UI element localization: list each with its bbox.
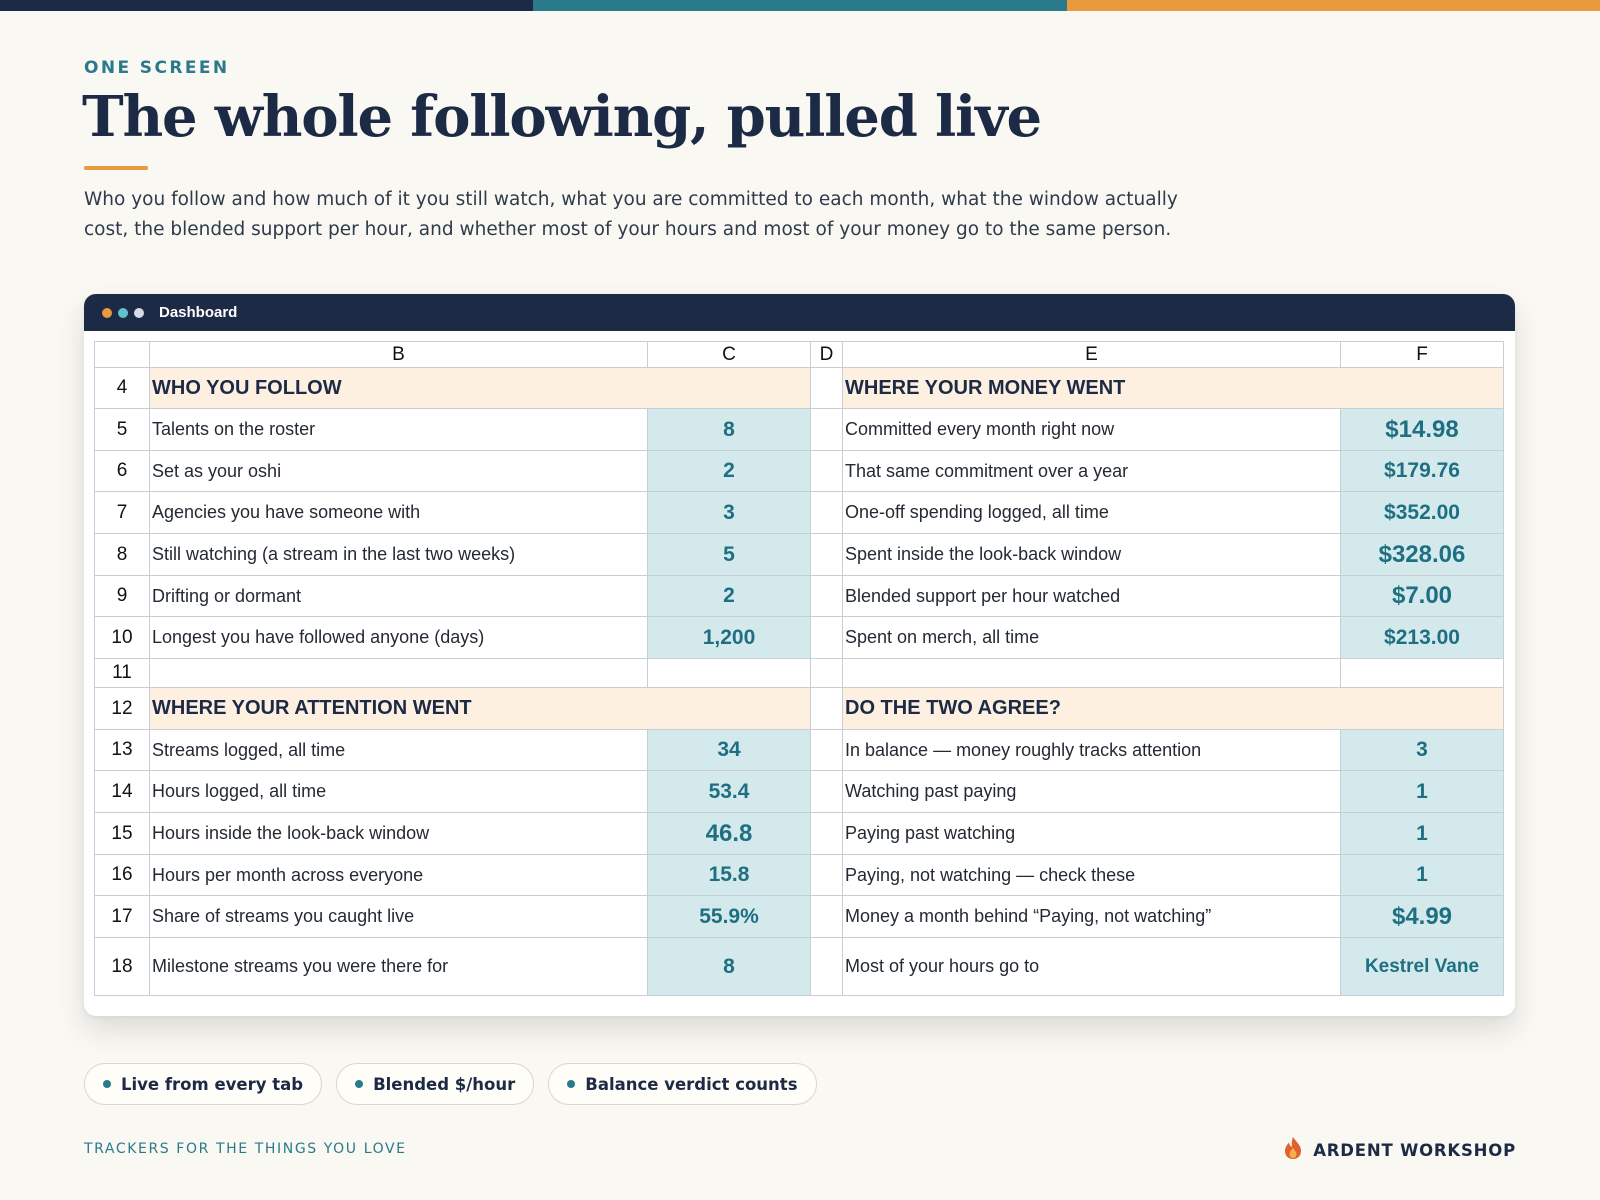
feature-pill bbox=[548, 1063, 816, 1105]
empty-cell[interactable] bbox=[648, 659, 811, 688]
metric-value[interactable]: 53.4 bbox=[648, 771, 811, 813]
section-fill-cell[interactable] bbox=[1341, 368, 1504, 409]
sheet-row-14 bbox=[95, 771, 1504, 813]
empty-cell[interactable] bbox=[1341, 659, 1504, 688]
column-header-c[interactable]: C bbox=[648, 342, 811, 368]
row-number[interactable]: 5 bbox=[95, 409, 150, 451]
metric-value[interactable]: 2 bbox=[648, 451, 811, 492]
pill-label: Blended $/hour bbox=[373, 1074, 516, 1094]
row-number[interactable]: 6 bbox=[95, 451, 150, 492]
section-title[interactable]: WHO YOU FOLLOW bbox=[150, 368, 648, 409]
spacer-cell[interactable] bbox=[811, 855, 843, 896]
column-header-row bbox=[95, 342, 1504, 368]
row-number[interactable]: 13 bbox=[95, 730, 150, 771]
sheet-row-6 bbox=[95, 451, 1504, 492]
metric-label[interactable]: Hours per month across everyone bbox=[150, 855, 648, 896]
row-number[interactable]: 14 bbox=[95, 771, 150, 813]
spacer-cell[interactable] bbox=[811, 938, 843, 996]
empty-cell[interactable] bbox=[150, 659, 648, 688]
metric-label[interactable]: Drifting or dormant bbox=[150, 576, 648, 617]
window-dot-orange bbox=[102, 308, 112, 318]
column-header-b[interactable]: B bbox=[150, 342, 648, 368]
spacer-cell[interactable] bbox=[811, 730, 843, 771]
spacer-cell[interactable] bbox=[811, 771, 843, 813]
row-number[interactable]: 7 bbox=[95, 492, 150, 534]
metric-label[interactable]: Milestone streams you were there for bbox=[150, 938, 648, 996]
sheet-row-15 bbox=[95, 813, 1504, 855]
row-number[interactable]: 11 bbox=[95, 659, 150, 688]
sheet-row-12 bbox=[95, 688, 1504, 730]
title-underline bbox=[84, 166, 148, 170]
spacer-cell[interactable] bbox=[811, 492, 843, 534]
page-title: The whole following, pulled live bbox=[82, 84, 1041, 150]
row-number[interactable]: 16 bbox=[95, 855, 150, 896]
metric-value[interactable]: 3 bbox=[1341, 730, 1504, 771]
spacer-cell[interactable] bbox=[811, 576, 843, 617]
metric-label[interactable]: Set as your oshi bbox=[150, 451, 648, 492]
sheet-row-18 bbox=[95, 938, 1504, 996]
metric-label[interactable]: That same commitment over a year bbox=[843, 451, 1341, 492]
feature-pill bbox=[336, 1063, 534, 1105]
section-title[interactable]: DO THE TWO AGREE? bbox=[843, 688, 1341, 730]
metric-value[interactable]: $213.00 bbox=[1341, 617, 1504, 659]
row-number[interactable]: 4 bbox=[95, 368, 150, 409]
spacer-cell[interactable] bbox=[811, 451, 843, 492]
spreadsheet-grid bbox=[94, 341, 1504, 996]
column-header-e[interactable]: E bbox=[843, 342, 1341, 368]
row-number[interactable]: 18 bbox=[95, 938, 150, 996]
section-title[interactable]: WHERE YOUR ATTENTION WENT bbox=[150, 688, 648, 730]
metric-value[interactable]: 1 bbox=[1341, 855, 1504, 896]
brand-name: ARDENT WORKSHOP bbox=[1313, 1140, 1516, 1160]
spacer-cell[interactable] bbox=[811, 813, 843, 855]
feature-pills bbox=[84, 1063, 831, 1105]
metric-label[interactable]: Share of streams you caught live bbox=[150, 896, 648, 938]
empty-cell[interactable] bbox=[811, 659, 843, 688]
section-fill-cell[interactable] bbox=[648, 688, 811, 730]
metric-value[interactable]: 5 bbox=[648, 534, 811, 576]
section-title[interactable]: WHERE YOUR MONEY WENT bbox=[843, 368, 1341, 409]
metric-value[interactable]: $14.98 bbox=[1341, 409, 1504, 451]
row-number[interactable]: 12 bbox=[95, 688, 150, 730]
metric-value[interactable]: $7.00 bbox=[1341, 576, 1504, 617]
pill-label: Live from every tab bbox=[121, 1074, 304, 1094]
metric-label[interactable]: Money a month behind “Paying, not watching” bbox=[843, 896, 1341, 938]
spacer-cell[interactable] bbox=[811, 368, 843, 409]
dashboard-window bbox=[84, 294, 1515, 1016]
sheet-row-5 bbox=[95, 409, 1504, 451]
metric-value[interactable]: 34 bbox=[648, 730, 811, 771]
sheet-row-11 bbox=[95, 659, 1504, 688]
row-number[interactable]: 17 bbox=[95, 896, 150, 938]
footer-tagline: TRACKERS FOR THE THINGS YOU LOVE bbox=[84, 1141, 407, 1157]
metric-value[interactable]: 3 bbox=[648, 492, 811, 534]
metric-label[interactable]: Committed every month right now bbox=[843, 409, 1341, 451]
metric-label[interactable]: Spent on merch, all time bbox=[843, 617, 1341, 659]
metric-value[interactable]: 46.8 bbox=[648, 813, 811, 855]
bullet-dot-icon bbox=[103, 1080, 111, 1088]
intro-paragraph: Who you follow and how much of it you still watch, what you are committed to each month, what the window actually cost, the blended support per hour, and whether most of your hours and most of your money go to the same person. bbox=[84, 189, 1178, 240]
window-dot-teal bbox=[118, 308, 128, 318]
metric-value[interactable]: 8 bbox=[648, 938, 811, 996]
spacer-cell[interactable] bbox=[811, 534, 843, 576]
sheet-row-17 bbox=[95, 896, 1504, 938]
top-accent-bar bbox=[0, 0, 1600, 11]
sheet-row-10 bbox=[95, 617, 1504, 659]
row-number[interactable]: 10 bbox=[95, 617, 150, 659]
window-titlebar bbox=[84, 294, 1515, 331]
bullet-dot-icon bbox=[567, 1080, 575, 1088]
metric-label[interactable]: In balance — money roughly tracks attention bbox=[843, 730, 1341, 771]
accent-stripe-navy bbox=[0, 0, 533, 11]
metric-value[interactable]: 15.8 bbox=[648, 855, 811, 896]
bullet-dot-icon bbox=[355, 1080, 363, 1088]
sheet-row-13 bbox=[95, 730, 1504, 771]
row-number[interactable]: 15 bbox=[95, 813, 150, 855]
window-dot-grey bbox=[134, 308, 144, 318]
row-number[interactable]: 8 bbox=[95, 534, 150, 576]
spacer-cell[interactable] bbox=[811, 688, 843, 730]
metric-label[interactable]: Blended support per hour watched bbox=[843, 576, 1341, 617]
row-number[interactable]: 9 bbox=[95, 576, 150, 617]
metric-label[interactable]: Most of your hours go to bbox=[843, 938, 1341, 996]
sheet-row-8 bbox=[95, 534, 1504, 576]
metric-label[interactable]: Watching past paying bbox=[843, 771, 1341, 813]
metric-label[interactable]: Still watching (a stream in the last two weeks) bbox=[150, 534, 648, 576]
empty-cell[interactable] bbox=[843, 659, 1341, 688]
window-title: Dashboard bbox=[159, 304, 238, 321]
section-fill-cell[interactable] bbox=[648, 368, 811, 409]
accent-stripe-teal bbox=[533, 0, 1066, 11]
section-fill-cell[interactable] bbox=[1341, 688, 1504, 730]
metric-label[interactable]: Hours logged, all time bbox=[150, 771, 648, 813]
brand-logo bbox=[1283, 1136, 1516, 1164]
sheet-row-4 bbox=[95, 368, 1504, 409]
accent-stripe-orange bbox=[1067, 0, 1600, 11]
feature-pill bbox=[84, 1063, 322, 1105]
spacer-cell[interactable] bbox=[811, 896, 843, 938]
metric-value[interactable]: $179.76 bbox=[1341, 451, 1504, 492]
sheet-row-9 bbox=[95, 576, 1504, 617]
metric-value[interactable]: Kestrel Vane bbox=[1341, 938, 1504, 996]
metric-label[interactable]: Spent inside the look-back window bbox=[843, 534, 1341, 576]
corner-cell[interactable] bbox=[95, 342, 150, 368]
metric-value[interactable]: 1,200 bbox=[648, 617, 811, 659]
pill-label: Balance verdict counts bbox=[585, 1074, 798, 1094]
metric-label[interactable]: Streams logged, all time bbox=[150, 730, 648, 771]
metric-value[interactable]: 2 bbox=[648, 576, 811, 617]
metric-value[interactable]: $328.06 bbox=[1341, 534, 1504, 576]
flame-icon bbox=[1283, 1136, 1303, 1164]
metric-label[interactable]: Longest you have followed anyone (days) bbox=[150, 617, 648, 659]
metric-value[interactable]: $4.99 bbox=[1341, 896, 1504, 938]
metric-label[interactable]: Agencies you have someone with bbox=[150, 492, 648, 534]
column-header-f[interactable]: F bbox=[1341, 342, 1504, 368]
sheet-row-7 bbox=[95, 492, 1504, 534]
metric-value[interactable]: $352.00 bbox=[1341, 492, 1504, 534]
metric-label[interactable]: One-off spending logged, all time bbox=[843, 492, 1341, 534]
spacer-cell[interactable] bbox=[811, 617, 843, 659]
spacer-cell[interactable] bbox=[811, 409, 843, 451]
metric-label[interactable]: Talents on the roster bbox=[150, 409, 648, 451]
metric-label[interactable]: Paying past watching bbox=[843, 813, 1341, 855]
metric-label[interactable]: Paying, not watching — check these bbox=[843, 855, 1341, 896]
metric-value[interactable]: 55.9% bbox=[648, 896, 811, 938]
eyebrow-label: ONE SCREEN bbox=[84, 58, 230, 78]
metric-value[interactable]: 1 bbox=[1341, 771, 1504, 813]
metric-value[interactable]: 8 bbox=[648, 409, 811, 451]
column-header-d[interactable]: D bbox=[811, 342, 843, 368]
sheet-row-16 bbox=[95, 855, 1504, 896]
metric-value[interactable]: 1 bbox=[1341, 813, 1504, 855]
metric-label[interactable]: Hours inside the look-back window bbox=[150, 813, 648, 855]
